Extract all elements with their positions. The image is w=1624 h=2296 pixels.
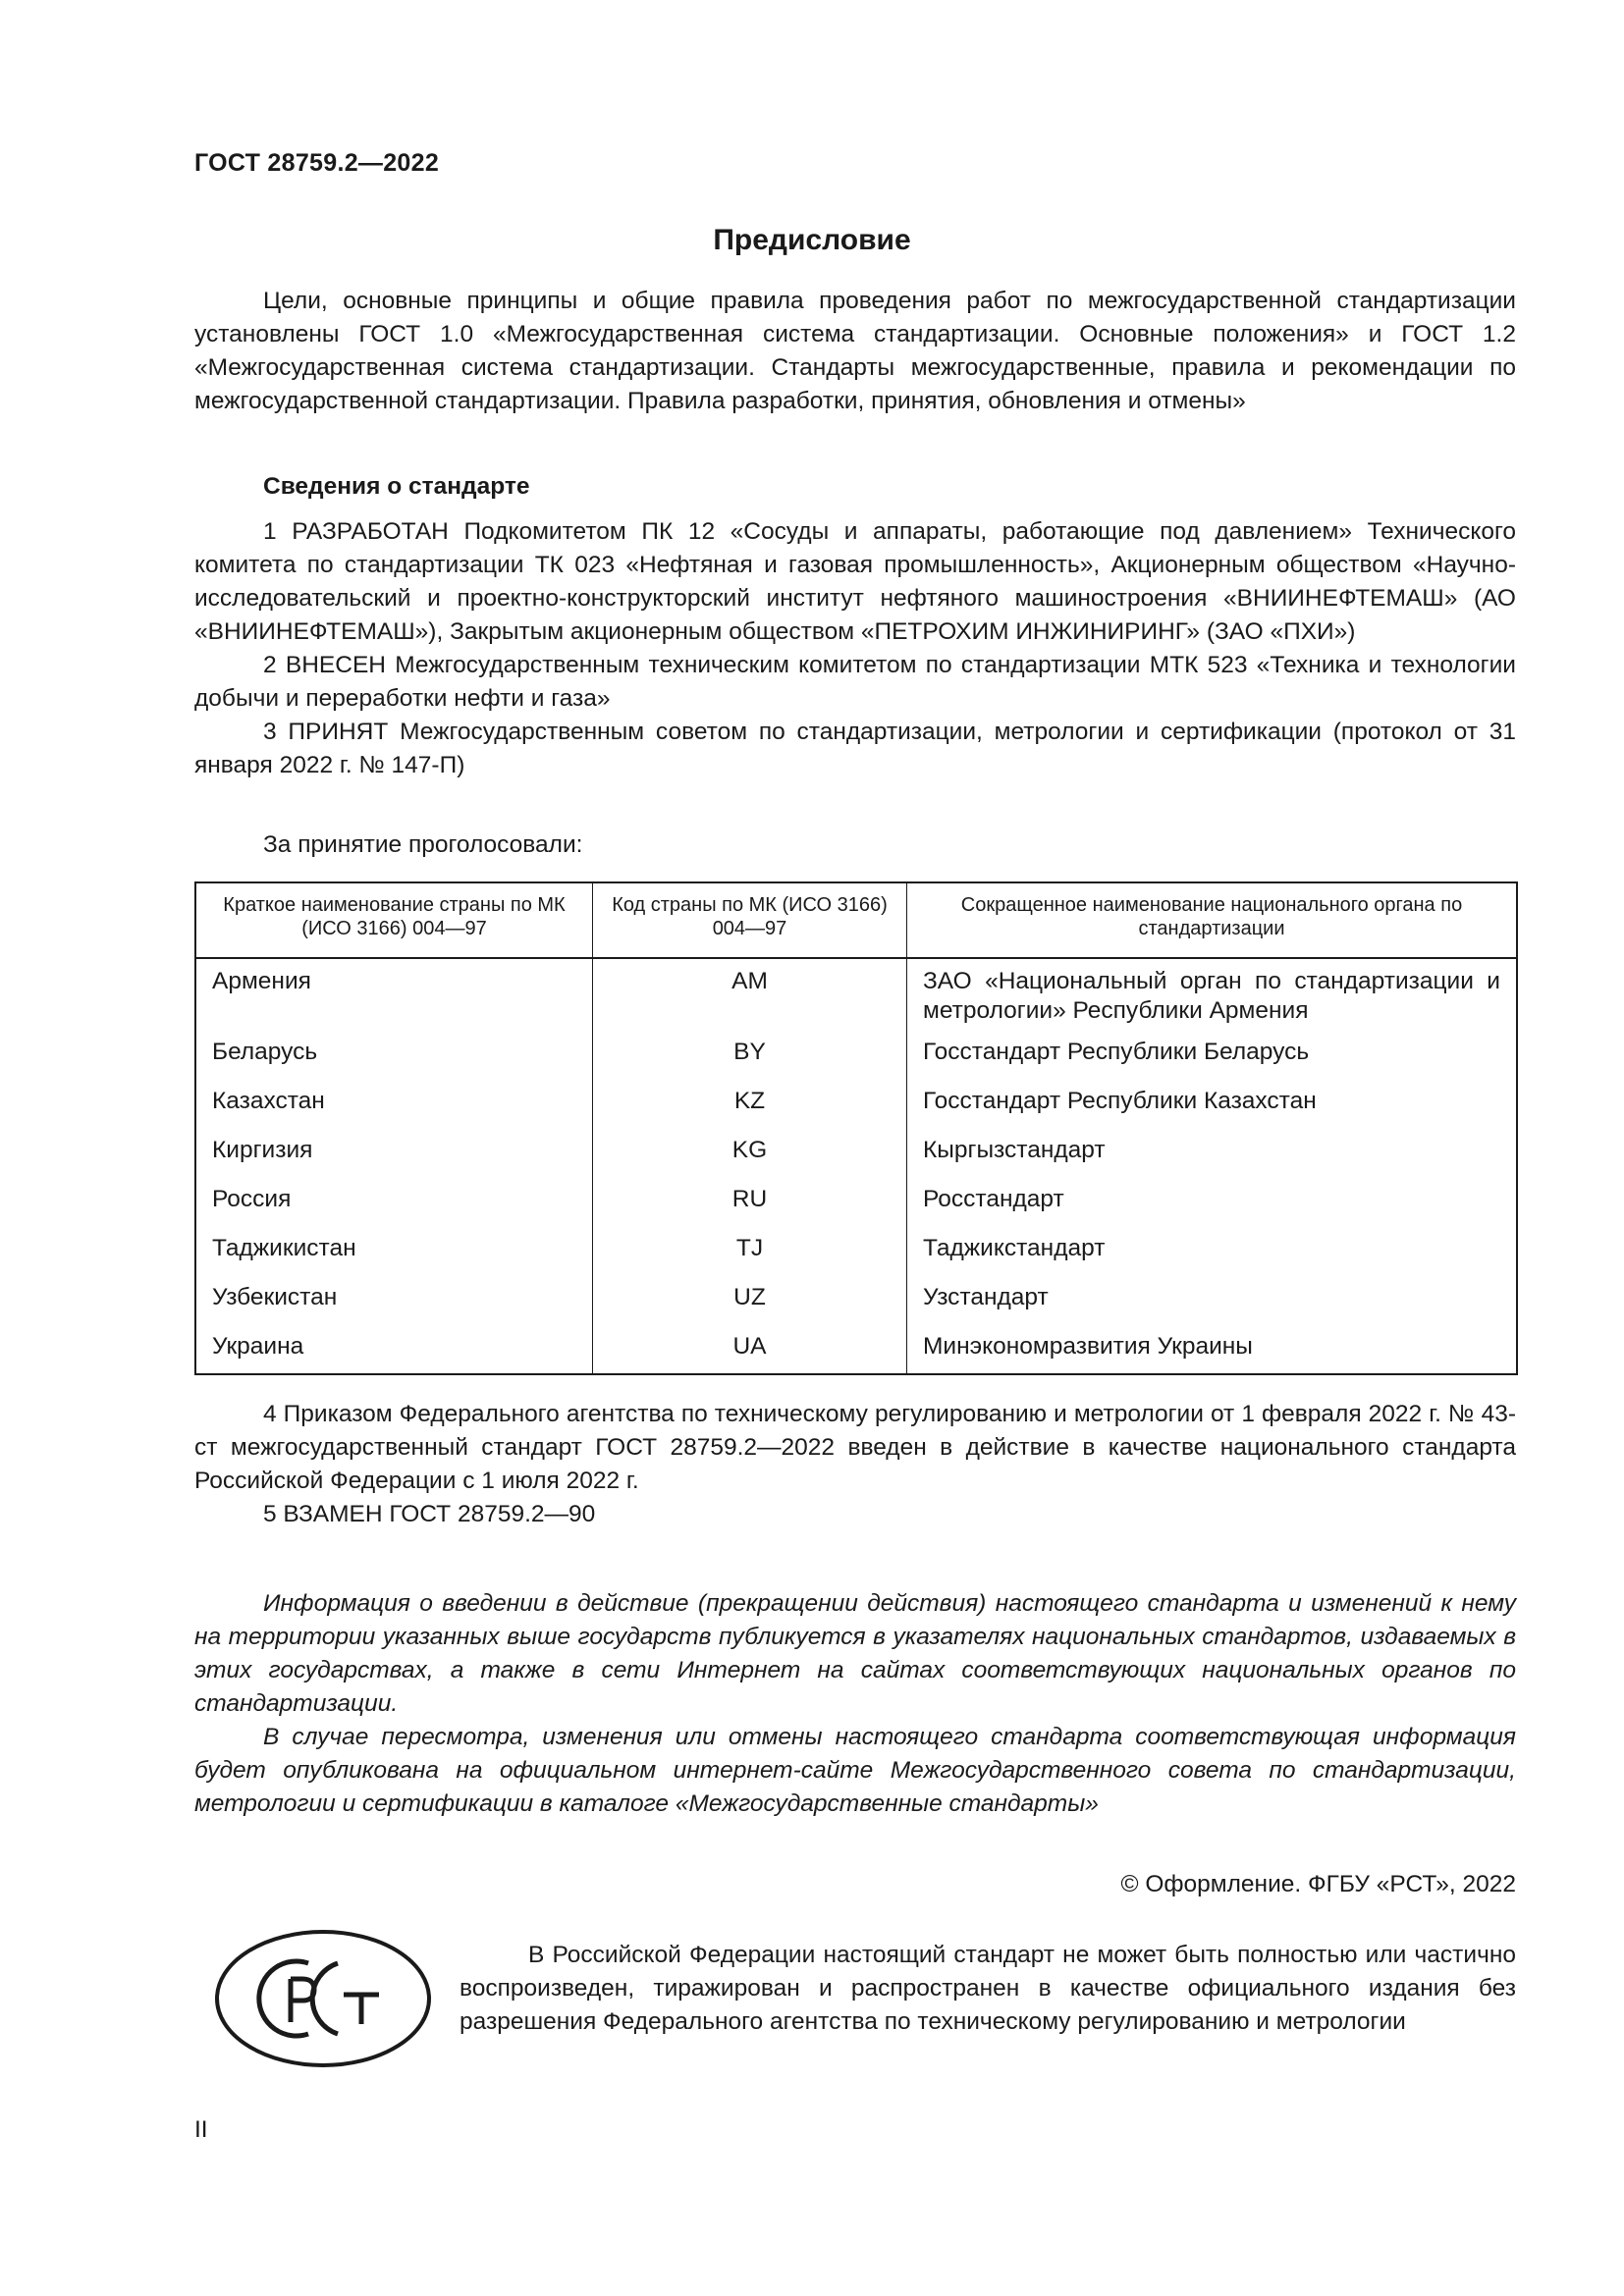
intro-paragraph bbox=[194, 285, 1516, 418]
code-cell: AM bbox=[593, 958, 907, 1038]
enactment-items bbox=[194, 1398, 1516, 1531]
info-item-developed: 1 РАЗРАБОТАН Подкомитетом ПК 12 «Сосуды и аппараты, работающие под давлением» Технического комитета по стандартизации ТК 023 «Нефтяная и газовая промышленность», Акционерным обществом «Научно-исследовательский и проектно-конструкторский институт нефтяного машиностроения «ВНИИНЕФТЕМАШ» (АО «ВНИИНЕФТЕМАШ»), Закрытым акционерным обществом «ПЕТРОХИМ ИНЖИНИРИНГ» (ЗАО «ПХИ») bbox=[194, 518, 1516, 645]
country-cell: Казахстан bbox=[195, 1087, 593, 1136]
code-cell: KG bbox=[593, 1136, 907, 1185]
table-row bbox=[195, 1136, 1517, 1185]
page-title: Предисловие bbox=[713, 224, 911, 256]
table-row bbox=[195, 1283, 1517, 1332]
table-row bbox=[195, 1185, 1517, 1234]
document-number-header: ГОСТ 28759.2—2022 bbox=[194, 149, 440, 177]
standard-info-heading: Сведения о стандарте bbox=[263, 473, 530, 500]
info-item-submitted: 2 ВНЕСЕН Межгосударственным техническим комитетом по стандартизации МТК 523 «Техника и технологии добычи и переработки нефти и газа» bbox=[194, 652, 1516, 712]
rst-certification-mark-icon bbox=[212, 1926, 434, 2071]
country-cell: Армения bbox=[195, 958, 593, 1038]
body-cell: Росстандарт bbox=[907, 1185, 1518, 1234]
notice-paragraph: Информация о введении в действие (прекращении действия) настоящего стандарта и изменений к нему на территории указанных выше государств публикуется в указателях национальных стандартов, издаваемых в этих государствах, а также в сети Интернет на сайтах соответствующих национальных органов по стандартизации. bbox=[194, 1590, 1516, 1717]
notice-paragraph: В случае пересмотра, изменения или отмены настоящего стандарта соответствующая информация будет опубликована на официальном интернет-сайте Межгосударственного совета по стандартизации, метрологии и сертификации в каталоге «Межгосударственные стандарты» bbox=[194, 1724, 1516, 1817]
voting-countries-table bbox=[194, 881, 1518, 1375]
code-cell: BY bbox=[593, 1038, 907, 1087]
publication-notice bbox=[194, 1587, 1516, 1821]
country-cell: Киргизия bbox=[195, 1136, 593, 1185]
info-item-replaces: 5 ВЗАМЕН ГОСТ 28759.2—90 bbox=[263, 1501, 596, 1527]
code-cell: RU bbox=[593, 1185, 907, 1234]
code-cell: KZ bbox=[593, 1087, 907, 1136]
body-cell: Госстандарт Республики Казахстан bbox=[907, 1087, 1518, 1136]
standard-info-items bbox=[194, 515, 1516, 782]
country-cell: Украина bbox=[195, 1332, 593, 1374]
country-cell: Узбекистан bbox=[195, 1283, 593, 1332]
column-header-body: Сокращенное наименование национального органа по стандартизации bbox=[907, 882, 1518, 958]
reproduction-rights-notice bbox=[460, 1939, 1516, 2039]
body-cell: Кыргызстандарт bbox=[907, 1136, 1518, 1185]
table-row bbox=[195, 1087, 1517, 1136]
table-row bbox=[195, 958, 1517, 1038]
vote-label: За принятие проголосовали: bbox=[263, 831, 583, 858]
code-cell: TJ bbox=[593, 1234, 907, 1283]
code-cell: UZ bbox=[593, 1283, 907, 1332]
body-cell: Минэкономразвития Украины bbox=[907, 1332, 1518, 1374]
table-header-row bbox=[195, 882, 1517, 958]
column-header-country: Краткое наименование страны по МК (ИСО 3166) 004—97 bbox=[195, 882, 593, 958]
country-cell: Россия bbox=[195, 1185, 593, 1234]
body-cell: ЗАО «Национальный орган по стандартизации и метрологии» Республики Армения bbox=[907, 958, 1518, 1038]
info-item-adopted: 3 ПРИНЯТ Межгосударственным советом по стандартизации, метрологии и сертификации (протокол от 31 января 2022 г. № 147-П) bbox=[194, 719, 1516, 778]
body-cell: Узстандарт bbox=[907, 1283, 1518, 1332]
page-number: II bbox=[194, 2116, 208, 2143]
intro-text: Цели, основные принципы и общие правила проведения работ по межгосударственной стандартизации установлены ГОСТ 1.0 «Межгосударственная система стандартизации. Основные положения» и ГОСТ 1.2 «Межгосударственная система стандартизации. Стандарты межгосударственные, правила и рекомендации по межгосударственной стандартизации. Правила разработки, принятия, обновления и отмены» bbox=[194, 288, 1516, 414]
body-cell: Госстандарт Республики Беларусь bbox=[907, 1038, 1518, 1087]
country-cell: Беларусь bbox=[195, 1038, 593, 1087]
info-item-enacted: 4 Приказом Федерального агентства по техническому регулированию и метрологии от 1 февраля 2022 г. № 43-ст межгосударственный стандарт ГОСТ 28759.2—2022 введен в действие в качестве национального стандарта Российской Федерации с 1 июля 2022 г. bbox=[194, 1401, 1516, 1494]
body-cell: Таджикстандарт bbox=[907, 1234, 1518, 1283]
table-row bbox=[195, 1332, 1517, 1374]
table-row bbox=[195, 1234, 1517, 1283]
column-header-code: Код страны по МК (ИСО 3166) 004—97 bbox=[593, 882, 907, 958]
copyright-line: © Оформление. ФГБУ «РСТ», 2022 bbox=[1120, 1871, 1516, 1897]
code-cell: UA bbox=[593, 1332, 907, 1374]
table-row bbox=[195, 1038, 1517, 1087]
country-cell: Таджикистан bbox=[195, 1234, 593, 1283]
rights-text: В Российской Федерации настоящий стандарт не может быть полностью или частично воспроизведен, тиражирован и распространен в качестве официального издания без разрешения Федерального агентства по техническому регулированию и метрологии bbox=[460, 1942, 1516, 2035]
